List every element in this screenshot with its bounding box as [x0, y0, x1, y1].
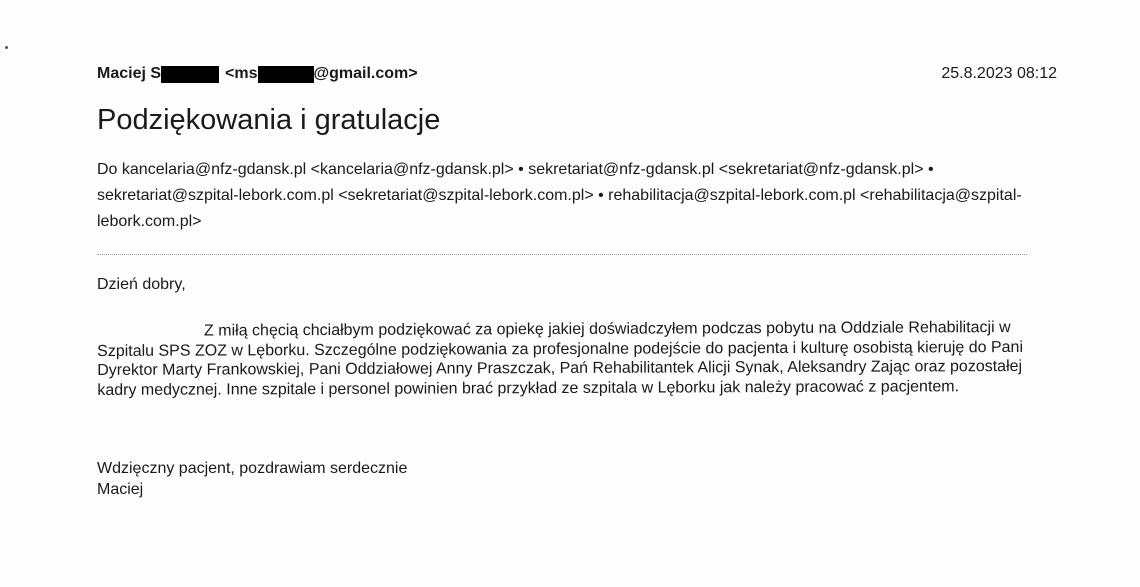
sender-name: Maciej S [97, 65, 162, 82]
sender [97, 64, 418, 84]
message-body [97, 318, 1057, 400]
greeting: Dzień dobry, [97, 276, 186, 293]
redaction-bar [161, 66, 219, 83]
email-date: 25.8.2023 08:12 [941, 65, 1057, 82]
header-divider [97, 254, 1027, 255]
scan-speck [5, 46, 8, 49]
recipients-list: Do kancelaria@nfz-gdansk.pl <kancelaria@nfz-gdansk.pl> • sekretariat@nfz-gdansk.pl <sekretariat@nfz-gdansk.pl> • sekretariat@szpital-lebork.com.pl <sekretariat@szpital-lebork.com.pl> • rehabilitacja@szpital-lebork.com.pl <rehabilitacja@szpital-lebork.com.pl> [97, 161, 1022, 230]
signature: Maciej [97, 481, 144, 498]
message-body-text: Z miłą chęcią chciałbym podziękować za opiekę jakiej doświadczyłem podczas pobytu na Oddziale Rehabilitacji w Szpitalu SPS ZOZ w Lęborku. Szczególne podziękowania za profesjonalne podejście do pacjenta i kulturę osobistą kieruję do Pani Dyrektor Marty Frankowskiej, Pani Oddziałowej Anny Praszczak, Pań Rehabilitantek Alicji Synak, Aleksandry Zając oraz pozostałej kadry medycznej. Inne szpitale i personel powinien brać przykład ze szpitala w Lęborku jak należy pracować z pacjentem. [97, 319, 1024, 399]
email-subject: Podziękowania i gratulacje [97, 104, 441, 136]
email-header [97, 64, 1057, 86]
redaction-bar [258, 66, 314, 83]
closing [97, 458, 407, 500]
sender-email-suffix: @gmail.com> [313, 65, 418, 82]
sender-email-prefix: <ms [225, 65, 258, 82]
closing-line: Wdzięczny pacjent, pozdrawiam serdecznie [97, 460, 408, 477]
